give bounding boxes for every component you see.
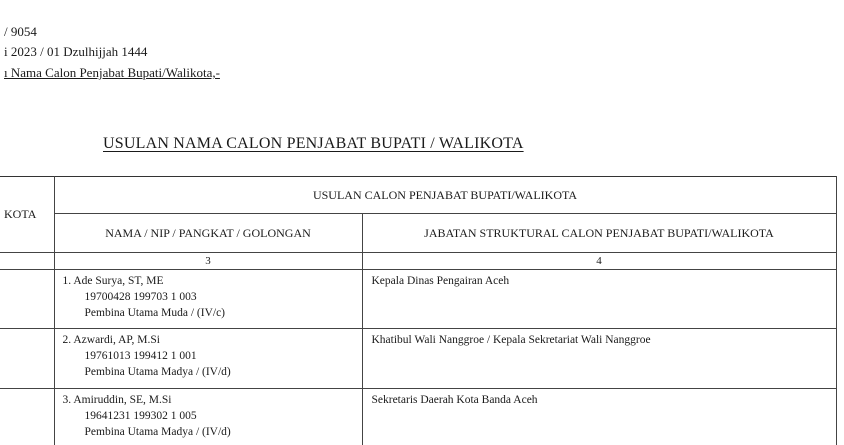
candidate-cell — [54, 389, 362, 445]
candidate-nip: 19700428 199703 1 003 — [84, 291, 197, 303]
kota-cell — [0, 389, 54, 445]
column-header-name: NAMA / NIP / PANGKAT / GOLONGAN — [54, 214, 362, 253]
table-row — [0, 329, 836, 389]
candidate-nip: 19761013 199412 1 001 — [84, 350, 197, 362]
table-row — [0, 270, 836, 329]
candidate-table — [0, 176, 837, 445]
table-row — [0, 389, 836, 445]
column-header-jabatan: JABATAN STRUKTURAL CALON PENJABAT BUPATI/WALIKOTA — [362, 214, 836, 253]
table-header-row — [0, 177, 836, 214]
letter-number: / 9054 — [4, 24, 37, 39]
candidate-jabatan: Khatibul Wali Nanggroe / Kepala Sekretariat Wali Nanggroe — [362, 329, 836, 389]
column-number-row — [0, 253, 836, 270]
letter-subject: ı Nama Calon Penjabat Bupati/Walikota,- — [4, 65, 220, 80]
column-number-blank — [0, 253, 54, 270]
candidate-cell — [54, 270, 362, 329]
candidate-name: 2. Azwardi, AP, M.Si — [62, 334, 160, 346]
candidate-pangkat: Pembina Utama Madya / (IV/d) — [84, 426, 231, 438]
kota-cell — [0, 270, 54, 329]
candidate-pangkat: Pembina Utama Madya / (IV/d) — [84, 366, 231, 378]
candidate-name: 1. Ade Surya, ST, ME — [62, 275, 164, 287]
group-header-usulan: USULAN CALON PENJABAT BUPATI/WALIKOTA — [54, 177, 836, 214]
column-number: 3 — [54, 253, 362, 270]
candidate-nip: 19641231 199302 1 005 — [84, 410, 197, 422]
column-header-kota: KOTA — [0, 177, 54, 253]
document-title: USULAN NAMA CALON PENJABAT BUPATI / WALIKOTA — [103, 135, 524, 152]
candidate-jabatan: Sekretaris Daerah Kota Banda Aceh — [362, 389, 836, 445]
candidate-pangkat: Pembina Utama Muda / (IV/c) — [84, 307, 226, 319]
table-subheader-row — [0, 214, 836, 253]
kota-cell — [0, 329, 54, 389]
candidate-jabatan: Kepala Dinas Pengairan Aceh — [362, 270, 836, 329]
letter-date: i 2023 / 01 Dzulhijjah 1444 — [4, 44, 148, 59]
candidate-cell — [54, 329, 362, 389]
candidate-name: 3. Amiruddin, SE, M.Si — [62, 394, 172, 406]
column-number: 4 — [362, 253, 836, 270]
